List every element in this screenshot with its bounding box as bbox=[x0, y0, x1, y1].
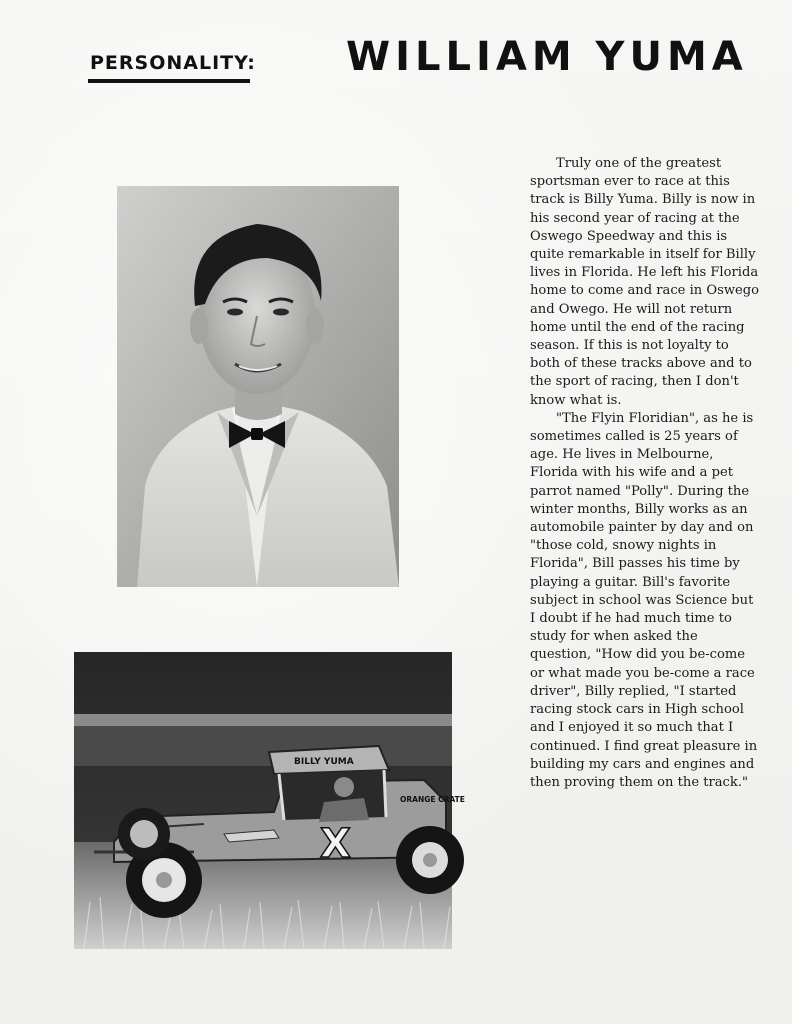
race-car-illustration bbox=[74, 652, 465, 949]
driver-portrait-photo bbox=[117, 186, 399, 587]
section-label: PERSONALITY: bbox=[90, 52, 256, 74]
race-car-photo bbox=[74, 652, 465, 949]
car-roof-lettering: BILLY YUMA bbox=[294, 757, 354, 767]
section-label-underline bbox=[88, 79, 250, 83]
page-title: WILLIAM YUMA bbox=[346, 34, 748, 80]
article-paragraph: "The Flyin Floridian", as he is sometimes called is 25 years of age. He lives in Melbourne, Florida with his wife and a pet parrot named "Polly". During the winter months, Billy works as an automobile painter by day and on "those cold, snowy nights in Florida", Bill passes his time by playing a guitar. Bill's favorite subject in school was Science but I doubt if he had much time to study for when asked the question, "How did you be-come or what made you be-come a race driver", Billy replied, "I started racing stock cars in High school and I enjoyed it so much that I continued. I find great pleasure in building my cars and engines and then proving them on the track." bbox=[530, 410, 758, 790]
article-body bbox=[530, 155, 762, 792]
car-side-lettering: ORANGE CRATE bbox=[400, 795, 465, 804]
article-paragraph: Truly one of the greatest sportsman ever to race at this track is Billy Yuma. Billy is now in his second year of racing at the Oswego Speedway and this is quite remarkable in itself for Billy lives in Florida. He left his Florida home to come and race in Oswego and Owego. He will not return home until the end of the racing season. If this is not loyalty to both of these tracks above and to the sport of racing, then I don't know what is. bbox=[530, 156, 760, 408]
portrait-illustration bbox=[117, 186, 399, 587]
car-number: X bbox=[320, 821, 351, 867]
